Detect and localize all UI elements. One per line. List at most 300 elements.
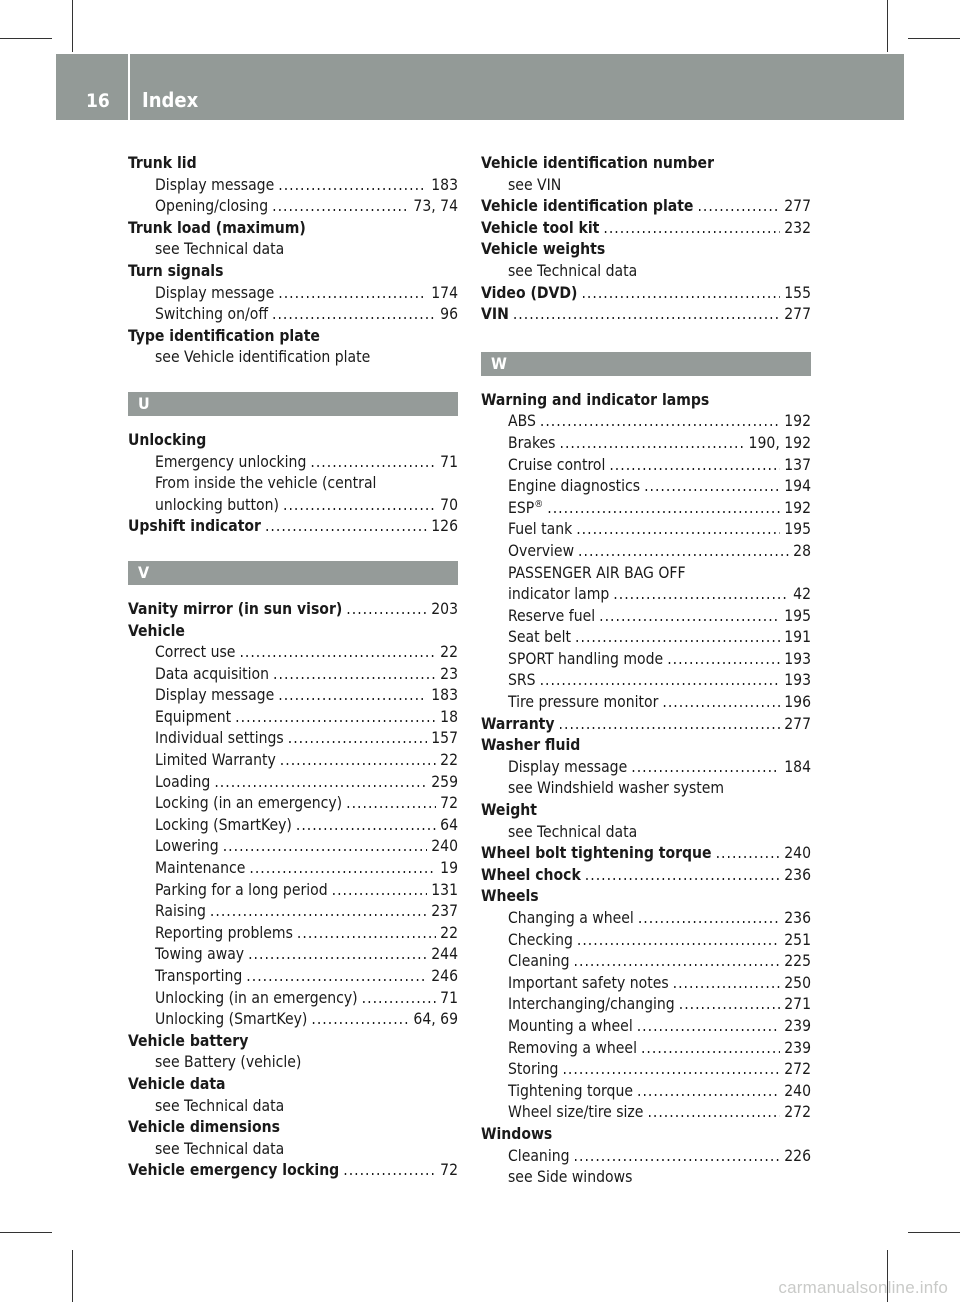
page-reference: 70 [440, 495, 458, 514]
entry-text [481, 800, 537, 822]
entry-text [155, 664, 269, 686]
entry-label: Washer fluid [481, 736, 581, 755]
entry-label: Parking for a long period [155, 880, 328, 899]
entry-text [508, 1059, 558, 1081]
index-subentry [481, 476, 811, 498]
entry-text [155, 793, 342, 815]
index-subentry [128, 966, 458, 988]
entry-text [508, 1081, 633, 1103]
dot-leader [647, 1102, 780, 1124]
index-entry [128, 261, 458, 283]
entry-label: Video (DVD) [481, 283, 578, 302]
page-reference: 240 [784, 1081, 811, 1100]
dot-leader [249, 858, 436, 880]
dot-leader [585, 865, 780, 887]
index-entry [481, 239, 811, 261]
dot-leader [574, 951, 781, 973]
page-reference: 236 [784, 865, 811, 884]
index-subentry [128, 495, 458, 517]
entry-label: Opening/closing [155, 197, 269, 216]
entry-text [155, 495, 279, 517]
dot-leader [609, 455, 780, 477]
entry-text [155, 239, 284, 261]
index-subentry [128, 923, 458, 945]
page-reference: 244 [431, 945, 458, 964]
entry-text [508, 261, 637, 283]
entry-label: Vehicle data [128, 1074, 226, 1093]
entry-text [128, 153, 197, 175]
index-subentry [128, 880, 458, 902]
entry-text [128, 430, 206, 452]
entry-label: SRS [508, 671, 536, 690]
dot-leader [575, 627, 780, 649]
dot-leader [272, 196, 409, 218]
entry-text [128, 218, 306, 240]
dot-leader [246, 966, 427, 988]
page-reference: 42 [793, 585, 811, 604]
index-subentry [128, 1096, 458, 1118]
page-reference: 277 [784, 305, 811, 324]
entry-label: VIN [481, 305, 509, 324]
page-number: 16 [86, 90, 110, 112]
crop-mark [887, 0, 888, 52]
entry-text [508, 1102, 643, 1124]
page-reference: 155 [784, 283, 811, 302]
index-subentry [128, 452, 458, 474]
page-reference: 183 [431, 175, 458, 194]
entry-text [155, 728, 284, 750]
entry-label: Lowering [155, 837, 219, 856]
entry-label: Vehicle tool kit [481, 218, 600, 237]
dot-leader [235, 707, 436, 729]
index-entry [128, 326, 458, 348]
dot-leader [641, 1038, 780, 1060]
entry-label: Vehicle identification number [481, 154, 714, 172]
entry-label: Display message [155, 283, 275, 302]
entry-text [155, 880, 328, 902]
entry-label: unlocking button) [155, 495, 280, 514]
entry-text [155, 304, 268, 326]
page-reference: 64 [440, 815, 458, 834]
entry-label: ABS [508, 412, 536, 431]
dot-leader [362, 988, 436, 1010]
dot-leader [540, 411, 780, 433]
entry-text [508, 994, 675, 1016]
entry-text [508, 411, 536, 433]
entry-text [508, 649, 663, 671]
watermark: carmanualsonline.info [778, 1278, 948, 1297]
dot-leader [311, 1009, 409, 1031]
entry-label: Vehicle battery [128, 1031, 249, 1050]
dot-leader [577, 930, 780, 952]
dot-leader [310, 452, 436, 474]
dot-leader [297, 923, 436, 945]
index-entry [128, 621, 458, 643]
entry-text [155, 1139, 284, 1161]
page-reference: 271 [784, 995, 811, 1014]
dot-leader [272, 304, 436, 326]
index-subentry [128, 815, 458, 837]
entry-label: Wheel size/tire size [508, 1103, 644, 1122]
index-subentry [481, 1167, 811, 1189]
index-subentry [128, 728, 458, 750]
page-reference: 277 [784, 714, 811, 733]
index-column-left [128, 153, 458, 1182]
entry-text [481, 218, 599, 240]
index-entry [481, 304, 811, 326]
entry-label: Transporting [155, 967, 243, 985]
entry-text [508, 606, 595, 628]
entry-text [155, 1052, 301, 1074]
dot-leader [288, 728, 427, 750]
index-subentry [128, 944, 458, 966]
entry-text [481, 304, 509, 326]
entry-label: Wheels [481, 887, 539, 906]
entry-text [508, 951, 570, 973]
entry-text [155, 685, 274, 707]
index-column-right [481, 153, 811, 1189]
index-subentry [128, 239, 458, 261]
entry-label: Cleaning [508, 1146, 570, 1165]
page-reference: 236 [784, 909, 811, 927]
index-subentry [481, 606, 811, 628]
entry-text [508, 563, 686, 585]
entry-text [508, 822, 637, 844]
entry-text [155, 1009, 307, 1031]
index-entry [128, 1031, 458, 1053]
index-entry [128, 1074, 458, 1096]
entry-text [128, 1074, 226, 1096]
index-subentry [481, 1102, 811, 1124]
entry-label: Reserve fuel [508, 606, 596, 625]
page-reference: 184 [784, 757, 811, 776]
entry-label: Cruise control [508, 455, 606, 474]
index-entry [481, 800, 811, 822]
page-reference: 22 [440, 643, 458, 662]
page-reference: 18 [440, 707, 458, 726]
index-subentry [481, 455, 811, 477]
entry-label: see Vehicle identification plate [155, 348, 371, 367]
index-entry [128, 1160, 458, 1182]
page-reference: 272 [784, 1060, 811, 1079]
entry-text [128, 516, 261, 538]
entry-label: see Technical data [155, 1139, 285, 1158]
index-subentry [481, 649, 811, 671]
entry-label: Limited Warranty [155, 751, 276, 770]
page-reference: 226 [784, 1146, 811, 1165]
index-subentry [481, 563, 811, 585]
entry-text [508, 757, 627, 779]
entry-label: Unlocking (in an emergency) [155, 988, 358, 1007]
entry-label: Mounting a wheel [508, 1016, 633, 1035]
entry-label: Unlocking (SmartKey) [155, 1010, 308, 1029]
page-reference: 72 [440, 794, 458, 813]
dot-leader [697, 196, 780, 218]
entry-text [508, 627, 571, 649]
entry-text [155, 750, 276, 772]
page-reference: 126 [431, 517, 458, 536]
entry-label: Display message [155, 175, 275, 194]
page-reference: 22 [440, 751, 458, 770]
dot-leader [214, 772, 427, 794]
index-entry [481, 196, 811, 218]
index-entry [481, 1124, 811, 1146]
index-entry [128, 153, 458, 175]
dot-leader [346, 793, 436, 815]
entry-text [155, 283, 274, 305]
index-subentry [481, 411, 811, 433]
page-reference: 259 [431, 772, 458, 791]
page-reference: 64, 69 [413, 1010, 458, 1029]
index-subentry [481, 541, 811, 563]
page-reference: 28 [793, 541, 811, 560]
entry-label: Fuel tank [508, 520, 573, 539]
dot-leader [578, 541, 789, 563]
index-subentry [128, 473, 458, 495]
dot-leader [581, 283, 780, 305]
entry-label: Equipment [155, 707, 232, 726]
entry-label: Data acquisition [155, 664, 270, 683]
entry-text [508, 1146, 570, 1168]
entry-text [508, 1167, 632, 1189]
entry-text [508, 476, 640, 498]
index-subentry [128, 347, 458, 369]
dot-leader [223, 836, 428, 858]
entry-label: Display message [508, 757, 628, 776]
entry-text [128, 1160, 339, 1182]
dot-leader [540, 670, 781, 692]
index-subentry [481, 627, 811, 649]
entry-label: Important safety notes [508, 973, 669, 992]
entry-text [155, 347, 370, 369]
dot-leader [562, 1059, 780, 1081]
index-subentry [128, 836, 458, 858]
index-subentry [481, 973, 811, 995]
entry-label: see Windshield washer system [508, 779, 725, 798]
page-reference: 246 [431, 967, 458, 985]
index-subentry [481, 519, 811, 541]
entry-label: Wheel chock [481, 865, 581, 884]
dot-leader [210, 901, 427, 923]
page-reference: 157 [431, 729, 458, 748]
page-reference: 23 [440, 664, 458, 683]
index-subentry [128, 901, 458, 923]
page-reference: 191 [784, 628, 811, 647]
entry-label: Locking (in an emergency) [155, 794, 343, 813]
entry-text [481, 196, 693, 218]
page-reference: 22 [440, 923, 458, 942]
entry-text [508, 519, 572, 541]
index-entry [481, 735, 811, 757]
entry-text [155, 1096, 284, 1118]
dot-leader [265, 516, 427, 538]
section-letter-w: W [481, 352, 811, 376]
crop-mark [72, 1250, 73, 1302]
dot-leader [613, 584, 789, 606]
entry-text [508, 908, 634, 930]
index-subentry [481, 951, 811, 973]
entry-text [155, 966, 242, 988]
index-entry [481, 886, 811, 908]
entry-label: Upshift indicator [128, 517, 261, 536]
entry-label: Wheel bolt tightening torque [481, 844, 712, 863]
entry-label: see VIN [508, 175, 562, 194]
entry-label: Tire pressure monitor [508, 693, 659, 712]
dot-leader [280, 750, 436, 772]
entry-label: Vehicle emergency locking [128, 1161, 340, 1180]
dot-leader [576, 519, 780, 541]
entry-label: Changing a wheel [508, 909, 634, 927]
entry-text [481, 735, 580, 757]
entry-label: see Technical data [155, 240, 285, 259]
entry-text [481, 283, 577, 305]
crop-mark [908, 38, 960, 39]
entry-label: Vehicle dimensions [128, 1118, 280, 1137]
dot-leader [603, 218, 780, 240]
entry-label: Trunk lid [128, 154, 197, 172]
entry-text [508, 692, 658, 714]
entry-label: Locking (SmartKey) [155, 815, 292, 834]
entry-label: Unlocking [128, 430, 207, 449]
page-reference: 195 [784, 606, 811, 625]
index-subentry [128, 772, 458, 794]
entry-label: Loading [155, 772, 211, 791]
entry-text [155, 944, 244, 966]
index-entry [128, 516, 458, 538]
entry-text [508, 498, 543, 520]
entry-text [508, 1016, 633, 1038]
dot-leader [278, 175, 427, 197]
entry-text [155, 923, 293, 945]
index-subentry [128, 1052, 458, 1074]
entry-label: Warning and indicator lamps [481, 390, 710, 409]
page-reference: 240 [784, 844, 811, 863]
entry-label: see Battery (vehicle) [155, 1053, 302, 1072]
page-reference: 237 [431, 902, 458, 921]
entry-label: Vanity mirror (in sun visor) [128, 599, 343, 618]
index-subentry [128, 750, 458, 772]
dot-leader [283, 495, 436, 517]
entry-label: Reporting problems [155, 923, 293, 942]
entry-label: Vehicle identification plate [481, 197, 694, 216]
entry-label: Switching on/off [155, 305, 268, 324]
entry-text [481, 714, 555, 736]
page-reference: 190, 192 [748, 433, 811, 452]
entry-text [481, 153, 714, 175]
index-subentry [481, 1081, 811, 1103]
page-reference: 232 [784, 218, 811, 237]
entry-label: Interchanging/changing [508, 995, 675, 1014]
index-subentry [128, 707, 458, 729]
entry-text [128, 599, 342, 621]
dot-leader [278, 685, 427, 707]
entry-label: Weight [481, 801, 537, 820]
index-subentry [481, 498, 811, 520]
index-subentry [128, 858, 458, 880]
entry-text [508, 584, 609, 606]
entry-label: Vehicle [128, 621, 185, 640]
dot-leader [248, 944, 427, 966]
entry-label: Turn signals [128, 261, 224, 280]
section-letter-v: V [128, 561, 458, 585]
entry-text [155, 707, 231, 729]
dot-leader [547, 498, 780, 520]
entry-text [508, 670, 536, 692]
entry-text [128, 261, 223, 283]
index-subentry [128, 988, 458, 1010]
entry-text [155, 815, 292, 837]
page-reference: 239 [784, 1038, 811, 1057]
dot-leader [278, 283, 427, 305]
page-reference: 277 [784, 197, 811, 216]
page-reference: 250 [784, 973, 811, 992]
dot-leader [559, 714, 781, 736]
entry-label: Cleaning [508, 952, 570, 971]
dot-leader [332, 880, 428, 902]
index-subentry [128, 664, 458, 686]
index-entry [481, 218, 811, 240]
index-subentry [128, 1139, 458, 1161]
entry-text [481, 239, 605, 261]
page-reference: 73, 74 [413, 197, 458, 216]
entry-label: see Technical data [155, 1096, 285, 1115]
entry-text [128, 621, 185, 643]
index-entry [128, 218, 458, 240]
entry-text [508, 541, 574, 563]
entry-label: see Technical data [508, 261, 638, 280]
entry-text [155, 988, 358, 1010]
index-subentry [128, 304, 458, 326]
page-reference: 272 [784, 1103, 811, 1122]
entry-label: Engine diagnostics [508, 477, 641, 496]
index-subentry [481, 433, 811, 455]
index-subentry [481, 908, 811, 930]
entry-label: Seat belt [508, 628, 572, 647]
crop-mark [72, 0, 73, 52]
dot-leader [346, 599, 427, 621]
dot-leader [638, 908, 780, 930]
entry-text [481, 843, 712, 865]
entry-label: indicator lamp [508, 585, 610, 604]
page-reference: 194 [784, 477, 811, 496]
entry-text [155, 772, 210, 794]
index-entry [481, 714, 811, 736]
index-entry [481, 153, 811, 175]
index-subentry [481, 757, 811, 779]
entry-label: Warranty [481, 714, 555, 733]
index-entry [481, 390, 811, 412]
index-entry [128, 599, 458, 621]
dot-leader [513, 304, 780, 326]
entry-text [128, 1031, 248, 1053]
entry-label: see Technical data [508, 822, 638, 841]
dot-leader [560, 433, 745, 455]
dot-leader [679, 994, 780, 1016]
page-reference: 193 [784, 649, 811, 668]
index-entry [481, 865, 811, 887]
page-reference: 225 [784, 952, 811, 971]
entry-label: ESP [508, 498, 535, 517]
entry-label: Raising [155, 902, 206, 921]
index-subentry [128, 196, 458, 218]
page-header [56, 54, 904, 120]
entry-text [128, 1117, 280, 1139]
entry-text [481, 865, 581, 887]
dot-leader [599, 606, 780, 628]
dot-leader [631, 757, 780, 779]
index-subentry [481, 930, 811, 952]
index-subentry [481, 822, 811, 844]
